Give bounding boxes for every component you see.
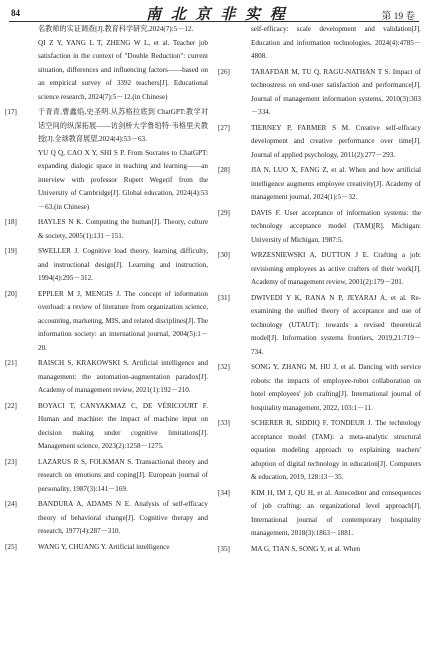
reference-entry <box>216 487 421 541</box>
reference-number: [32] <box>218 363 230 371</box>
reference-entry <box>216 66 421 120</box>
references-left-column <box>3 23 208 554</box>
reference-number: [31] <box>218 293 230 302</box>
reference-entry <box>216 417 421 485</box>
reference-text: RAISCH S, KRAKOWSKI S. Artificial intelligence and management: the automation-augmentation paradox[J]. Academy of management review, 2021(1):192－210. <box>38 359 208 394</box>
reference-number: [18] <box>5 218 17 226</box>
reference-number: [25] <box>5 542 17 551</box>
reference-text: QI Z Y, YANG L T, ZHENG W L, et al. Teacher job satisfaction in the context of "Double Reduction": current situation, differences and influencing factors——based on an empirical survey of 3392 teachers[J]. Educational science research, 2024(7):5－12.(in Chinese) <box>38 38 208 101</box>
header-rule <box>9 21 419 22</box>
journal-title: 南 北 京 非 实 程 <box>146 7 288 23</box>
reference-entry <box>216 292 421 360</box>
reference-number: [33] <box>218 419 230 427</box>
reference-number: [35] <box>218 544 230 553</box>
reference-text: HAYLES N K. Computing the human[J]. Theory, culture & society, 2005(1):131－151. <box>38 218 208 240</box>
reference-number: [26] <box>218 67 230 76</box>
reference-text: MA G, TIAN S, SONG Y, et al. When <box>251 544 361 553</box>
reference-text: WRZESNIEWSKI A, DUTTON J E. Crafting a job: revisioning employees as active crafters of their work[J]. Academy of management review, 2001(2):179－201. <box>251 251 421 286</box>
reference-text: LAZARUS R S, FOLKMAN S. Transactional theory and research on emotions and coping[J]. European journal of personality, 1987(3):141－169. <box>38 457 208 493</box>
reference-entry <box>3 498 208 539</box>
reference-number: [27] <box>218 123 230 132</box>
page-number: 84 <box>11 8 20 18</box>
reference-entry <box>3 400 208 454</box>
reference-number: [17] <box>5 108 17 116</box>
reference-entry <box>3 23 208 104</box>
reference-entry <box>3 216 208 243</box>
reference-text: SWELLER J. Cognitive load theory, learning difficulty, and instructional design[J]. Learning and instruction, 1994(4):295－312. <box>38 247 208 282</box>
reference-number: [23] <box>5 457 17 466</box>
reference-text: 名教师的实证调查[J].教育科学研究,2024(7):5－12. <box>38 25 194 33</box>
reference-text: SCHERER R, SIDDIQ F, TONDEUR J. The technology acceptance model (TAM): a meta-analytic structural equation modeling approach to explaining teachers' adoption of digital technology in education[J]. Computers & education, 2019, 128:13－35. <box>251 419 421 481</box>
reference-text: KIM H, IM J, QU H, et al. Antecedent and consequences of job crafting: an organizational level approach[J]. International journal of contemporary hospitality management, 2018(3):1863－1881. <box>251 488 421 537</box>
reference-text: TARAFDAR M, TU Q, RAGU-NATHAN T S. Impact of technostress on end-user satisfaction and performance[J]. Journal of management information systems, 2010(3):303－334. <box>251 67 421 116</box>
volume-label: 第 19 卷 <box>381 12 415 22</box>
reference-number: [29] <box>218 208 230 217</box>
reference-number: [24] <box>5 500 17 508</box>
reference-number: [21] <box>5 359 17 367</box>
reference-number: [22] <box>5 401 17 410</box>
reference-entry <box>216 164 421 205</box>
reference-text: DWIVEDI Y K, RANA N P, JEYARAJ A, et al. Re-examining the unified theory of acceptance and use of technology (UTAUT): towards a revised theoretical model[J]. Information systems frontiers, 2019,21:719－734. <box>251 293 421 356</box>
reference-text: BOYACI T, CANYAKMAZ C, DE VÉRICOURT F. Human and machine: the impact of machine input on decision making under cognitive limitations[J]. Management science, 2023(2):1258－1275. <box>38 401 208 450</box>
reference-text: YU Q Q, CAO X Y, SHI S P. From Socrates to ChatGPT: expanding dialogic space in teaching and learning——an interview with professor Rupert Wegerif from the University of Cambridge[J]. Global education, 2024(4):53－63.(in Chinese) <box>38 148 208 211</box>
reference-entry <box>216 23 421 64</box>
reference-number: [34] <box>218 488 230 497</box>
reference-number: [20] <box>5 289 17 298</box>
reference-text: self-efficacy: scale development and validation[J]. Education and information technologies, 2024(4):4785－4808. <box>251 25 421 60</box>
reference-entry <box>3 106 208 214</box>
reference-entry <box>3 357 208 398</box>
reference-entry <box>216 122 421 163</box>
reference-entry <box>3 288 208 356</box>
reference-text: EPPLER M J, MENGIS J. The concept of information overload: a review of literature from organization science, accounting, marketing, MIS, and related disciplines[J]. The information society: an international journal, 2004(5):1－20. <box>38 289 208 352</box>
page-header <box>0 0 427 22</box>
reference-entry <box>216 207 421 248</box>
reference-text: JIA N, LUO X, FANG Z, et al. When and how artificial intelligence augments employee creativity[J]. Academy of management journal, 2024(1):5－32. <box>251 166 421 201</box>
reference-number: [28] <box>218 166 230 174</box>
reference-text: DAVIS F. User acceptance of information systems: the technology acceptance model (TAM)[R]. Michigan: University of Michigan, 1987:5. <box>251 208 421 244</box>
reference-text: 于青青,曹鑫焰,史圣明.从苏格拉底到 ChatGPT:教学对话空间的纵深拓展——访剑桥大学鲁珀特·韦格里夫教授[J].全球教育展望,2024(4):53－63. <box>38 108 208 143</box>
reference-entry <box>216 361 421 415</box>
reference-entry <box>3 245 208 286</box>
reference-text: BANDURA A, ADAMS N E. Analysis of self-efficacy theory of behavioral change[J]. Cognitive therapy and research, 1977(4):287－310. <box>38 500 208 535</box>
reference-entry <box>3 541 208 555</box>
reference-number: [19] <box>5 247 17 255</box>
reference-text: SONG Y, ZHANG M, HU J, et al. Dancing with service robots: the impacts of employee-robot collaboration on hotel employees' job crafting[J]. International journal of hospitality management, 2022, 103:1－11. <box>251 363 421 412</box>
reference-entry <box>216 543 421 557</box>
reference-number: [30] <box>218 251 230 259</box>
reference-text: WANG Y, CHUANG Y. Artificial intelligence <box>38 542 170 551</box>
references-right-column <box>216 23 421 556</box>
reference-entry <box>216 249 421 290</box>
reference-entry <box>3 456 208 497</box>
reference-text: TIERNEY P, FARMER S M. Creative self-efficacy development and creative performance over time[J]. Journal of applied psychology, 2011(2):277－293. <box>251 123 421 159</box>
